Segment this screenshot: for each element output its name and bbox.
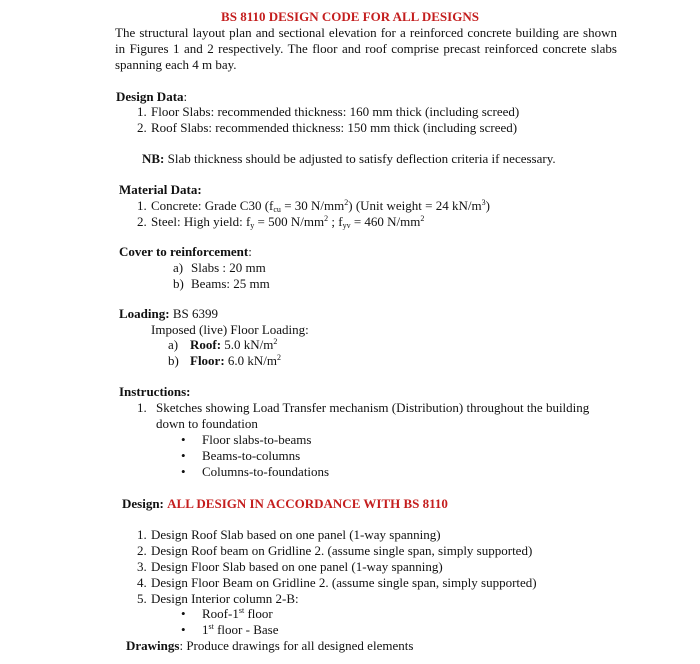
intro-paragraph: The structural layout plan and sectional elevation for a reinforced concrete building are shown in Figures 1 and 2 respectively. The floor and roof comprise precast reinforced concrete slabs spanning each 4 m bay.	[115, 25, 617, 72]
list-item: • Roof-1st floor	[181, 606, 481, 622]
design-tasks-list	[137, 527, 607, 607]
list-item: 1. Design Roof Slab based on one panel (1-way spanning)	[137, 527, 441, 542]
list-item: • Columns-to-foundations	[181, 464, 481, 480]
list-item: 4. Design Floor Beam on Gridline 2. (assume single span, simply supported)	[137, 575, 537, 590]
document-title: BS 8110 DESIGN CODE FOR ALL DESIGNS	[221, 9, 479, 24]
floor-load-item: b) Floor: 6.0 $kN/m^2$	[168, 353, 282, 368]
list-item: 5. Design Interior column 2-B:	[137, 591, 299, 606]
material-data-heading: Material Data:	[119, 182, 202, 197]
list-item: • Floor slabs-to-beams	[181, 432, 481, 448]
imposed-loading-label: Imposed (live) Floor Loading:	[151, 322, 309, 337]
column-segments-bullets	[181, 606, 481, 638]
list-item: 3. Design Floor Slab based on one panel (1-way spanning)	[137, 559, 443, 574]
nb-note: NB: Slab thickness should be adjusted to satisfy deflection criteria if necessary.	[142, 151, 556, 166]
list-item: 2. Roof Slabs: recommended thickness: 150 mm thick (including screed)	[137, 120, 518, 135]
design-heading: Design: ALL DESIGN IN ACCORDANCE WITH BS 8110	[122, 496, 448, 511]
design-data-list	[137, 104, 597, 136]
cover-list	[173, 260, 473, 292]
list-item: • Beams-to-columns	[181, 448, 481, 464]
drawings-note: Drawings: Produce drawings for all designed elements	[126, 638, 414, 653]
roof-load-item: a) Roof: 5.0 $kN/m^2$	[168, 337, 278, 352]
list-item: • 1st floor - Base	[181, 622, 481, 638]
steel-item: 2. Steel: High yield: $f_y = 500$ $N/mm^2$ ; $f_{yv} = 460$ $N/mm^2$	[137, 214, 425, 230]
cover-heading: Cover to reinforcement:	[119, 244, 252, 259]
material-data-list	[137, 198, 597, 230]
list-item: 1. Floor Slabs: recommended thickness: 160 mm thick (including screed)	[137, 104, 520, 119]
design-data-heading: Design Data:	[116, 89, 188, 104]
loading-list	[168, 337, 468, 369]
load-path-bullets	[181, 432, 481, 480]
instructions-heading: Instructions:	[119, 384, 191, 399]
loading-heading: Loading: BS 6399	[119, 306, 218, 321]
list-item: 2. Design Roof beam on Gridline 2. (assume single span, simply supported)	[137, 543, 533, 558]
concrete-item: 1. Concrete: Grade C30 ($f_{cu} = 30$ $N/mm^2$) (Unit weight = 24 $kN/m^3$)	[137, 198, 490, 214]
list-item: a) Slabs : 20 mm	[173, 260, 266, 275]
list-item: b) Beams: 25 mm	[173, 276, 270, 291]
instructions-list	[137, 400, 617, 432]
list-item: 1. Sketches showing Load Transfer mechanism (Distribution) throughout the building down to foundation	[137, 400, 590, 431]
